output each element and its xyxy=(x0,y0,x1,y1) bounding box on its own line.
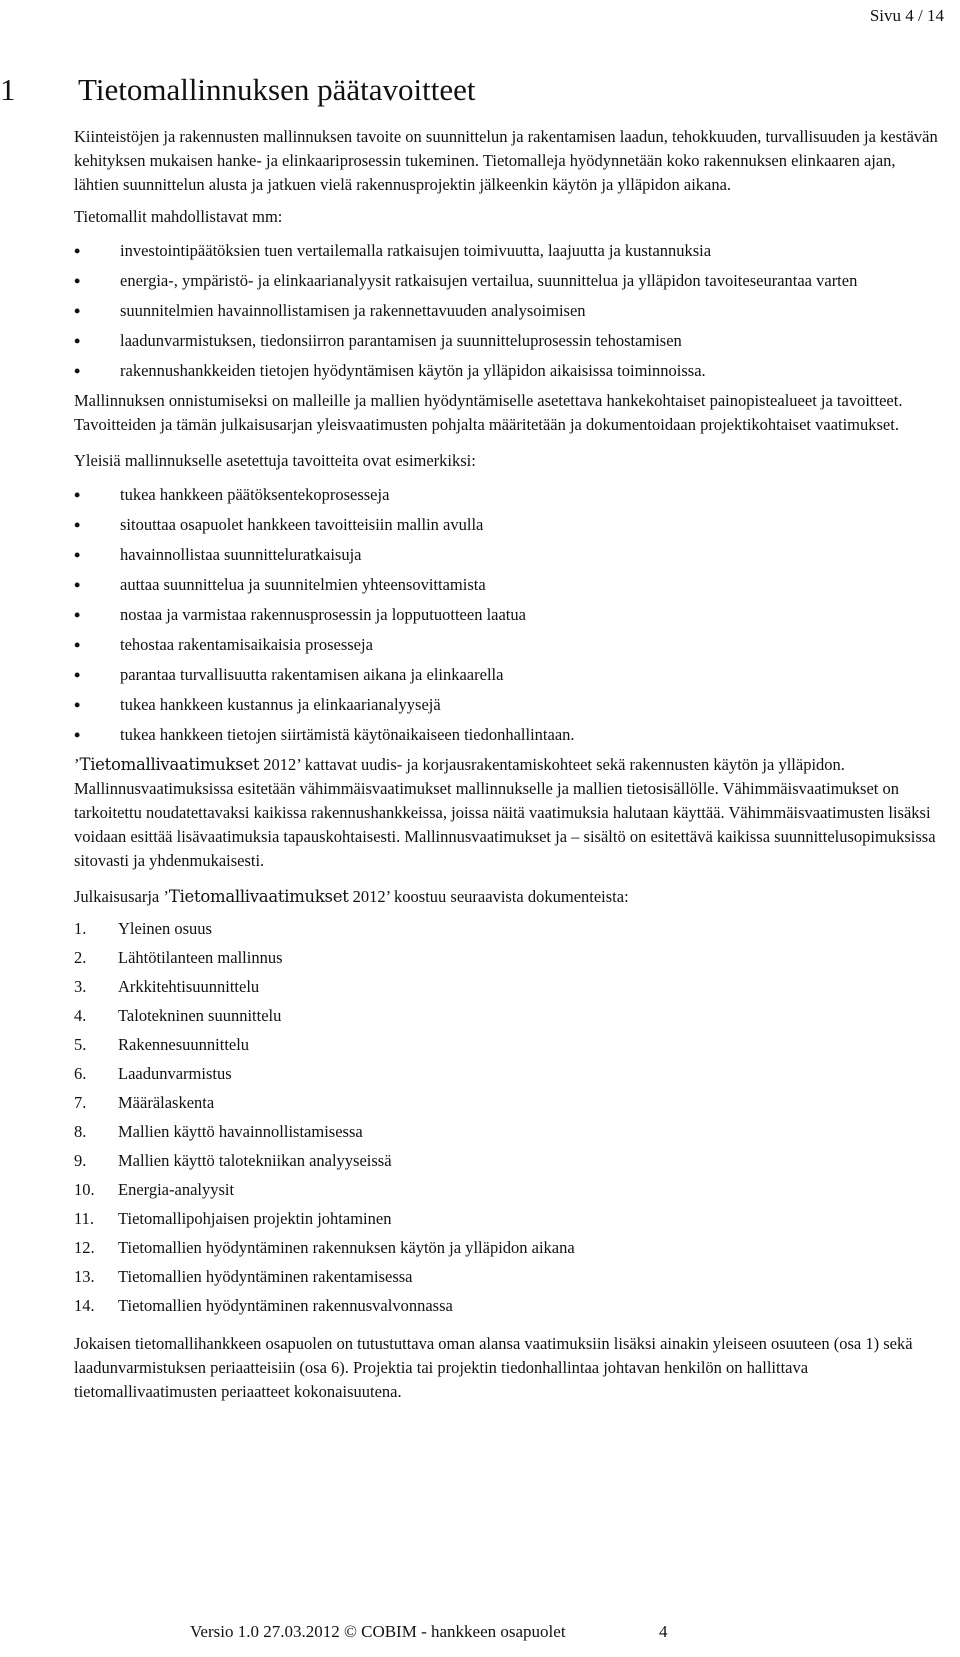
requirements-paragraph: Mallinnuksen onnistumiseksi on malleille ja mallien hyödyntämiselle asetettava hankekohtaiset painopistealueet ja tavoitteet. Tavoitteiden ja tämän julkaisusarjan yleisvaatimusten pohjalta määritetään ja dokumentoidaan projektikohtaiset vaatimukset. xyxy=(74,391,903,434)
publication-name: Tietomallivaatimukset xyxy=(79,755,260,774)
goals-list xyxy=(74,483,942,747)
list-item xyxy=(74,1091,942,1115)
list-item xyxy=(74,1236,942,1260)
list-item: • sitouttaa osapuolet hankkeen tavoitteisiin mallin avulla xyxy=(74,513,942,537)
item-number: 1. xyxy=(74,919,87,938)
item-title: Tietomallipohjaisen projektin johtaminen xyxy=(118,1209,392,1228)
list-item: • suunnitelmien havainnollistamisen ja rakennettavuuden analysoimisen xyxy=(74,299,942,323)
list-item: • parantaa turvallisuutta rakentamisen aikana ja elinkaarella xyxy=(74,663,942,687)
item-number: 3. xyxy=(74,977,87,996)
list-item: • energia-, ympäristö- ja elinkaarianalyysit ratkaisujen vertailua, suunnittelua ja ylläpidon tavoiteseurantaa varten xyxy=(74,269,942,293)
item-title: Tietomallien hyödyntäminen rakennuksen käytön ja ylläpidon aikana xyxy=(118,1238,575,1257)
list-item: • laadunvarmistuksen, tiedonsiirron parantamisen ja suunnitteluprosessin tehostamisen xyxy=(74,329,942,353)
capabilities-list xyxy=(74,239,942,383)
list-item xyxy=(74,1178,942,1202)
item-number: 12. xyxy=(74,1238,95,1257)
quote-mark: ’ xyxy=(74,755,80,774)
page-footer xyxy=(190,1620,668,1644)
item-number: 9. xyxy=(74,1151,87,1170)
list-item xyxy=(74,1062,942,1086)
item-title: Yleinen osuus xyxy=(118,919,212,938)
item-title: Energia-analyysit xyxy=(118,1180,235,1199)
list-item xyxy=(74,917,942,941)
item-number: 13. xyxy=(74,1267,95,1286)
item-number: 14. xyxy=(74,1296,95,1315)
item-number: 5. xyxy=(74,1035,87,1054)
intro-paragraph: Kiinteistöjen ja rakennusten mallinnuksen tavoite on suunnittelun ja rakentamisen laadun, tehokkuuden, turvallisuuden ja kestävän kehityksen mukaisen hanke- ja elinkaariprosessin tukeminen. Tietomalleja hyödynnetään koko rakennuksen elinkaaren ajan, lähtien suunnittelun alusta ja jatkuen vielä rakennusprojektin jälkeenkin käytön ja ylläpidon aikana. xyxy=(74,127,938,194)
page-title xyxy=(0,70,475,110)
list-item xyxy=(74,1149,942,1173)
capabilities-heading: Tietomallit mahdollistavat mm: xyxy=(74,207,283,226)
item-title: Arkkitehtisuunnittelu xyxy=(118,977,260,996)
item-number: 2. xyxy=(74,948,87,967)
list-item xyxy=(74,1120,942,1144)
item-title: Talotekninen suunnittelu xyxy=(118,1006,282,1025)
item-number: 8. xyxy=(74,1122,87,1141)
document-body xyxy=(74,125,942,1404)
list-item: • tehostaa rakentamisaikaisia prosesseja xyxy=(74,633,942,657)
list-item: • tukea hankkeen päätöksentekoprosesseja xyxy=(74,483,942,507)
list-item xyxy=(74,1004,942,1028)
list-item xyxy=(74,946,942,970)
item-title: Tietomallien hyödyntäminen rakentamisessa xyxy=(118,1267,413,1286)
publication-name: Tietomallivaatimukset xyxy=(168,887,349,906)
series-text: 2012’ koostuu seuraavista dokumenteista: xyxy=(348,887,629,906)
list-item: • havainnollistaa suunnitteluratkaisuja xyxy=(74,543,942,567)
footer-page-number: 4 xyxy=(659,1622,668,1641)
item-title: Mallien käyttö havainnollistamisessa xyxy=(118,1122,363,1141)
closing-paragraph: Jokaisen tietomallihankkeen osapuolen on tutustuttava oman alansa vaatimuksiin lisäksi ainakin yleiseen osuuteen (osa 1) sekä laadunvarmistuksen periaatteisiin (osa 6). Projektia tai projektin tiedonhallintaa johtavan henkilön on hallittava tietomallivaatimusten periaatteet kokonaisuutena. xyxy=(74,1334,913,1401)
list-item xyxy=(74,975,942,999)
item-title: Tietomallien hyödyntäminen rakennusvalvonnassa xyxy=(118,1296,453,1315)
item-title: Mallien käyttö talotekniikan analyyseissä xyxy=(118,1151,392,1170)
item-title: Rakennesuunnittelu xyxy=(118,1035,250,1054)
series-heading xyxy=(74,885,942,909)
goals-heading: Yleisiä mallinnukselle asetettuja tavoitteita ovat esimerkiksi: xyxy=(74,451,476,470)
list-item: • tukea hankkeen tietojen siirtämistä käytönaikaiseen tiedonhallintaan. xyxy=(74,723,942,747)
item-title: Laadunvarmistus xyxy=(118,1064,232,1083)
item-number: 6. xyxy=(74,1064,87,1083)
item-number: 10. xyxy=(74,1180,95,1199)
item-number: 4. xyxy=(74,1006,87,1025)
item-number: 11. xyxy=(74,1209,95,1228)
list-item xyxy=(74,1294,942,1318)
scope-text: 2012’ kattavat uudis- ja korjausrakentamiskohteet sekä rakennusten käytön ja ylläpidon. Mallinnusvaatimuksissa esitetään vähimmäisvaatimukset mallinnukselle ja mallien tietosisällölle. Vähimmäisvaatimukset on tarkoitettu noudatettavaksi kaikissa rakennushankkeissa, joissa näitä vaatimuksia halutaan käyttää. Vähimmäisvaatimusten lisäksi voidaan esittää lisävaatimuksia tapauskohtaisesti. Mallinnusvaatimukset ja – sisältö on esitettävä kaikissa suunnittelusopimuksissa sitovasti ja yhdenmukaisesti. xyxy=(74,755,936,870)
list-item xyxy=(74,1033,942,1057)
item-title: Lähtötilanteen mallinnus xyxy=(118,948,283,967)
list-item xyxy=(74,1207,942,1231)
list-item: • auttaa suunnittelua ja suunnitelmien yhteensovittamista xyxy=(74,573,942,597)
footer-text: Versio 1.0 27.03.2012 © COBIM - hankkeen osapuolet xyxy=(190,1622,566,1641)
series-prefix: Julkaisusarja ’ xyxy=(74,887,169,906)
scope-paragraph xyxy=(74,753,942,873)
list-item: • nostaa ja varmistaa rakennusprosessin ja lopputuotteen laatua xyxy=(74,603,942,627)
list-item: • investointipäätöksien tuen vertailemalla ratkaisujen toimivuutta, laajuutta ja kustannuksia xyxy=(74,239,942,263)
section-title: Tietomallinnuksen päätavoitteet xyxy=(78,72,476,107)
item-title: Määrälaskenta xyxy=(118,1093,215,1112)
section-number: 1 xyxy=(0,72,16,107)
item-number: 7. xyxy=(74,1093,87,1112)
list-item: • rakennushankkeiden tietojen hyödyntämisen käytön ja ylläpidon aikaisissa toiminnoissa. xyxy=(74,359,942,383)
documents-list xyxy=(74,917,942,1318)
page-indicator: Sivu 4 / 14 xyxy=(869,6,944,25)
list-item: • tukea hankkeen kustannus ja elinkaarianalyysejä xyxy=(74,693,942,717)
list-item xyxy=(74,1265,942,1289)
